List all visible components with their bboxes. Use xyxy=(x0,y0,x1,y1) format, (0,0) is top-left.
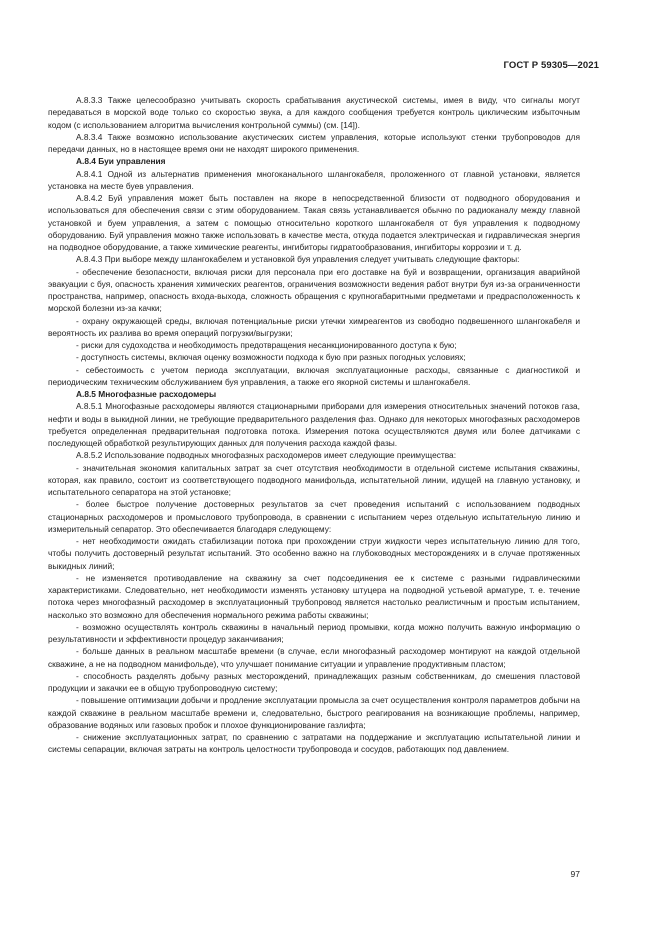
list-item: - способность разделять добычу разных месторождений, принадлежащих разным собственникам, до смешения пластовой продукции и закачки ее в общую трубопроводную систему; xyxy=(48,670,580,693)
paragraph-a841: А.8.4.1 Одной из альтернатив применения многоканального шлангокабеля, проложенного от главной установки, является установка на месте буев управления. xyxy=(48,168,580,191)
page-number: 97 xyxy=(570,869,580,879)
paragraph-a842: А.8.4.2 Буй управления может быть поставлен на якоре в непосредственной близости от подводного оборудования и использоваться для обеспечения связи с этим оборудованием. Такая связь устанавливается обычно по радиоканалу между главной установкой и буем управления, а затем с помощью относительно короткого шлангокабеля от буя управления к подводному оборудованию. Буй управления можно также использовать в качестве места, откуда подается электрическая и гидравлическая энергия на подводное оборудование, а также химические реагенты, ингибиторы гидратообразования, ингибиторы коррозии и т. д. xyxy=(48,193,580,252)
paragraph-a852: А.8.5.2 Использование подводных многофазных расходомеров имеет следующие преимущества: xyxy=(76,450,457,461)
list-item: - возможно осуществлять контроль скважины в начальный период промывки, когда можно получить важную информацию о результативности и эффективности процедур заканчивания; xyxy=(48,621,580,644)
document-number: ГОСТ Р 59305—2021 xyxy=(503,60,599,71)
document-body xyxy=(48,94,580,756)
paragraph-a851: А.8.5.1 Многофазные расходомеры являются стационарными приборами для измерения относительных значений потоков газа, нефти и воды в выкидной линии, не требующие предварительного разделения фаз. Однако для некоторых многофазных расходомеров требуется определенная предварительная подготовка потока. Измерения потока осуществляются двумя или более датчиками с последующей обработкой результирующих данных для получения расхода каждой фазы. xyxy=(48,401,580,448)
section-heading-a85: А.8.5 Многофазные расходомеры xyxy=(76,389,217,399)
list-item: - не изменяется противодавление на скважину за счет подсоединения ее к системе с разными гидравлическими характеристиками. Следовательно, нет необходимости изменять установку штуцера на подводной устьевой арматуре, т. е. течение потока через многофазный расходомер в эксплуатационный трубопровод является настолько реалистичным и простым испытанием, насколько это возможно для обеспечения нормального режима работы скважины; xyxy=(48,572,580,620)
paragraph-a834: А.8.3.4 Также возможно использование акустических систем управления, которые используют стенки трубопроводов для передачи данных, но в настоящее время они не находят широкого применения. xyxy=(48,131,580,154)
list-item: - себестоимость с учетом периода эксплуатации, включая эксплуатационные расходы, связанные с диагностикой и периодическим техническим обслуживанием буя управления, а также его якорной системы и шлангокабеля. xyxy=(48,364,580,387)
list-item: - охрану окружающей среды, включая потенциальные риски утечки химреагентов из свободно подвешенного шлангокабеля и вероятность их разлива во время операций погрузки/выгрузки; xyxy=(48,315,580,338)
list-item: - риски для судоходства и необходимость предотвращения несанкционированного доступа к бую; xyxy=(76,340,457,350)
list-item: - более быстрое получение достоверных результатов за счет проведения испытаний с использованием подводных стационарных расходомеров и промыслового трубопровода, в сравнении с испытанием через отдельную испытательную линию и измерительный сепаратор. Это обеспечивается благодаря следующему: xyxy=(48,499,580,534)
paragraph-a843: А.8.4.3 При выборе между шлангокабелем и установкой буя управления следует учитывать следующие факторы: xyxy=(76,254,520,265)
list-item: - доступность системы, включая оценку возможности подхода к бую при разных погодных условиях; xyxy=(76,352,466,363)
list-item: - обеспечение безопасности, включая риски для персонала при его доставке на буй и возвращении, организация аварийной эвакуации с буя, опасность хранения химических реагентов, ограничения возможности ведения работ внутри буя из-за ограниченности пространства, например, опасность входа-выхода, сложность обращения с крупногабаритными предметами и предрасположенность к морской болезни из-за качки; xyxy=(48,266,580,314)
list-item: - больше данных в реальном масштабе времени (в случае, если многофазный расходомер монтируют на каждой отдельной скважине, а не на подводном манифольде), что улучшает понимание ситуации и управление продуктивным пластом; xyxy=(48,646,580,669)
section-heading-a84: А.8.4 Буи управления xyxy=(76,156,166,167)
list-item: - значительная экономия капитальных затрат за счет отсутствия необходимости в отдельной системе испытания скважины, которая, как правило, состоит из соответствующего подводного манифольда, испытательной линии, идущей на главную установку, и испытательного сепаратора на этой установке; xyxy=(48,462,580,497)
list-item: - нет необходимости ожидать стабилизации потока при прохождении струи жидкости через испытательную линию для того, чтобы получить достоверный результат испытаний. Это особенно важно на глубоководных месторождениях и в случае протяженных выкидных линий; xyxy=(48,536,580,571)
list-item: - повышение оптимизации добычи и продление эксплуатации промысла за счет осуществления контроля параметров добычи на каждой скважине в реальном масштабе времени и, следовательно, быстрого реагирования на возникающие проблемы, например, образование водяных или газовых пробок и плохое функционирование газлифта; xyxy=(48,695,580,730)
paragraph-a833: А.8.3.3 Также целесообразно учитывать скорость срабатывания акустической системы, имея в виду, что сигналы могут передаваться в морской воде только со скоростью звука, а для каждого сообщения требуется контроль циклическим избыточным кодом (с использованием алгоритма вычисления контрольной суммы) (см. [14]). xyxy=(48,95,580,130)
list-item: - снижение эксплуатационных затрат, по сравнению с затратами на поддержание и эксплуатацию испытательной линии и системы сепарации, включая затраты на контроль целостности трубопровода и сосудов, работающих под давлением. xyxy=(48,732,580,755)
